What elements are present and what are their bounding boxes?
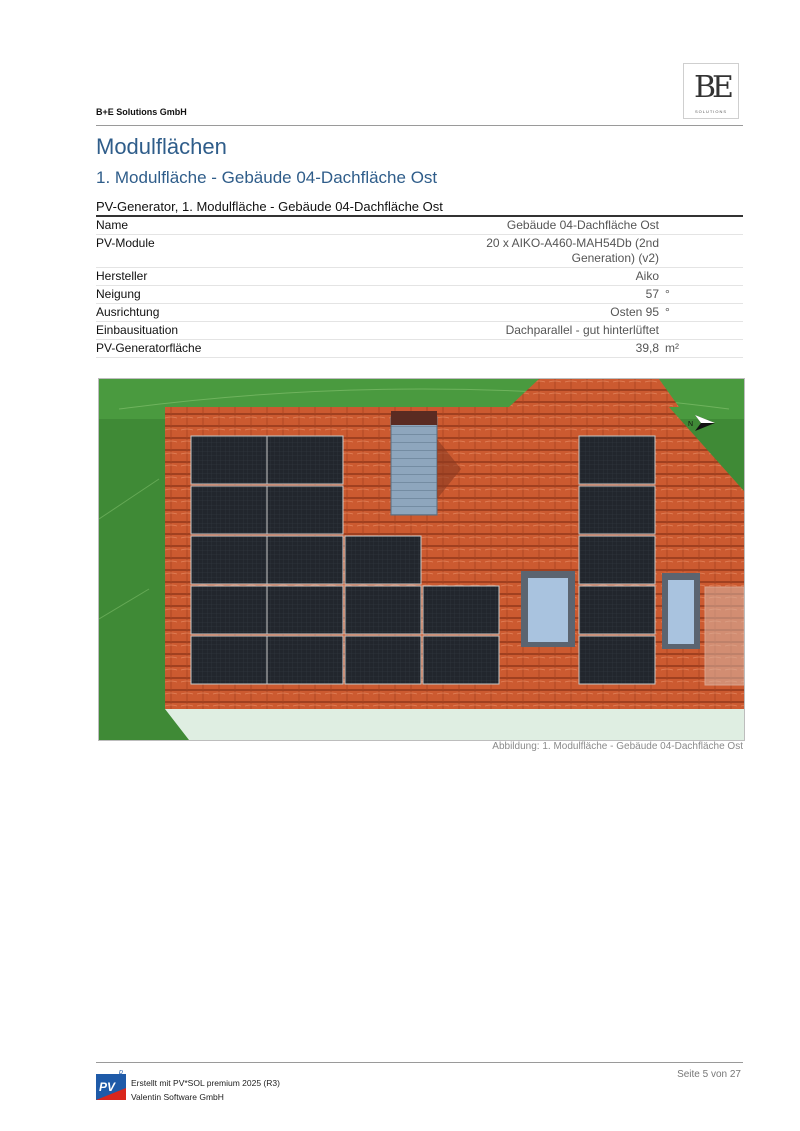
table-row	[96, 268, 743, 286]
row-value-line2: Generation) (v2)	[571, 251, 659, 265]
properties-table	[96, 217, 743, 358]
row-unit: m²	[663, 340, 743, 358]
table-row	[96, 235, 743, 268]
company-logo	[683, 63, 739, 119]
table-row	[96, 217, 743, 235]
row-value: Aiko	[416, 268, 663, 286]
footer-software: Erstellt mit PV*SOL premium 2025 (R3)	[131, 1078, 280, 1088]
row-key: PV-Module	[96, 235, 416, 268]
compass-label: N	[688, 421, 694, 428]
pvsol-logo-text: PV	[99, 1080, 116, 1094]
footer-vendor: Valentin Software GmbH	[131, 1092, 224, 1102]
row-unit	[663, 217, 743, 235]
figure-caption: Abbildung: 1. Modulfläche - Gebäude 04-Dachfläche Ost	[492, 741, 743, 752]
row-unit	[663, 268, 743, 286]
row-value	[416, 235, 663, 268]
row-unit	[663, 322, 743, 340]
row-value: 57	[416, 286, 663, 304]
row-key: Einbausituation	[96, 322, 416, 340]
row-unit	[663, 235, 743, 268]
table-row	[96, 286, 743, 304]
table-row	[96, 304, 743, 322]
table-row	[96, 322, 743, 340]
roof-layout-image	[99, 379, 744, 740]
row-key: Name	[96, 217, 416, 235]
row-value: Gebäude 04-Dachfläche Ost	[416, 217, 663, 235]
row-key: Hersteller	[96, 268, 416, 286]
logo-subtitle: SOLUTIONS	[694, 109, 728, 114]
row-key: Ausrichtung	[96, 304, 416, 322]
row-value-line1: 20 x AIKO-A460-MAH54Db (2nd	[486, 236, 659, 250]
header-divider	[96, 125, 743, 126]
table-row	[96, 340, 743, 358]
subsection-heading: 1. Modulfläche - Gebäude 04-Dachfläche Ost	[96, 168, 438, 187]
pvsol-logo-icon	[96, 1070, 126, 1100]
row-value: Dachparallel - gut hinterlüftet	[416, 322, 663, 340]
row-key: PV-Generatorfläche	[96, 340, 416, 358]
page-number: Seite 5 von 27	[677, 1069, 741, 1080]
footer-divider	[96, 1062, 743, 1063]
row-unit: °	[663, 286, 743, 304]
table-title: PV-Generator, 1. Modulfläche - Gebäude 04-Dachfläche Ost	[96, 199, 443, 214]
roof-layout-figure	[98, 378, 745, 741]
module-array-right	[579, 436, 655, 684]
pvsol-logo-sup: p	[119, 1070, 123, 1076]
row-unit: °	[663, 304, 743, 322]
company-name: B+E Solutions GmbH	[96, 107, 187, 117]
row-value: 39,8	[416, 340, 663, 358]
row-value: Osten 95	[416, 304, 663, 322]
logo-mark: BE	[694, 70, 730, 105]
section-heading: Modulflächen	[96, 134, 227, 159]
row-key: Neigung	[96, 286, 416, 304]
